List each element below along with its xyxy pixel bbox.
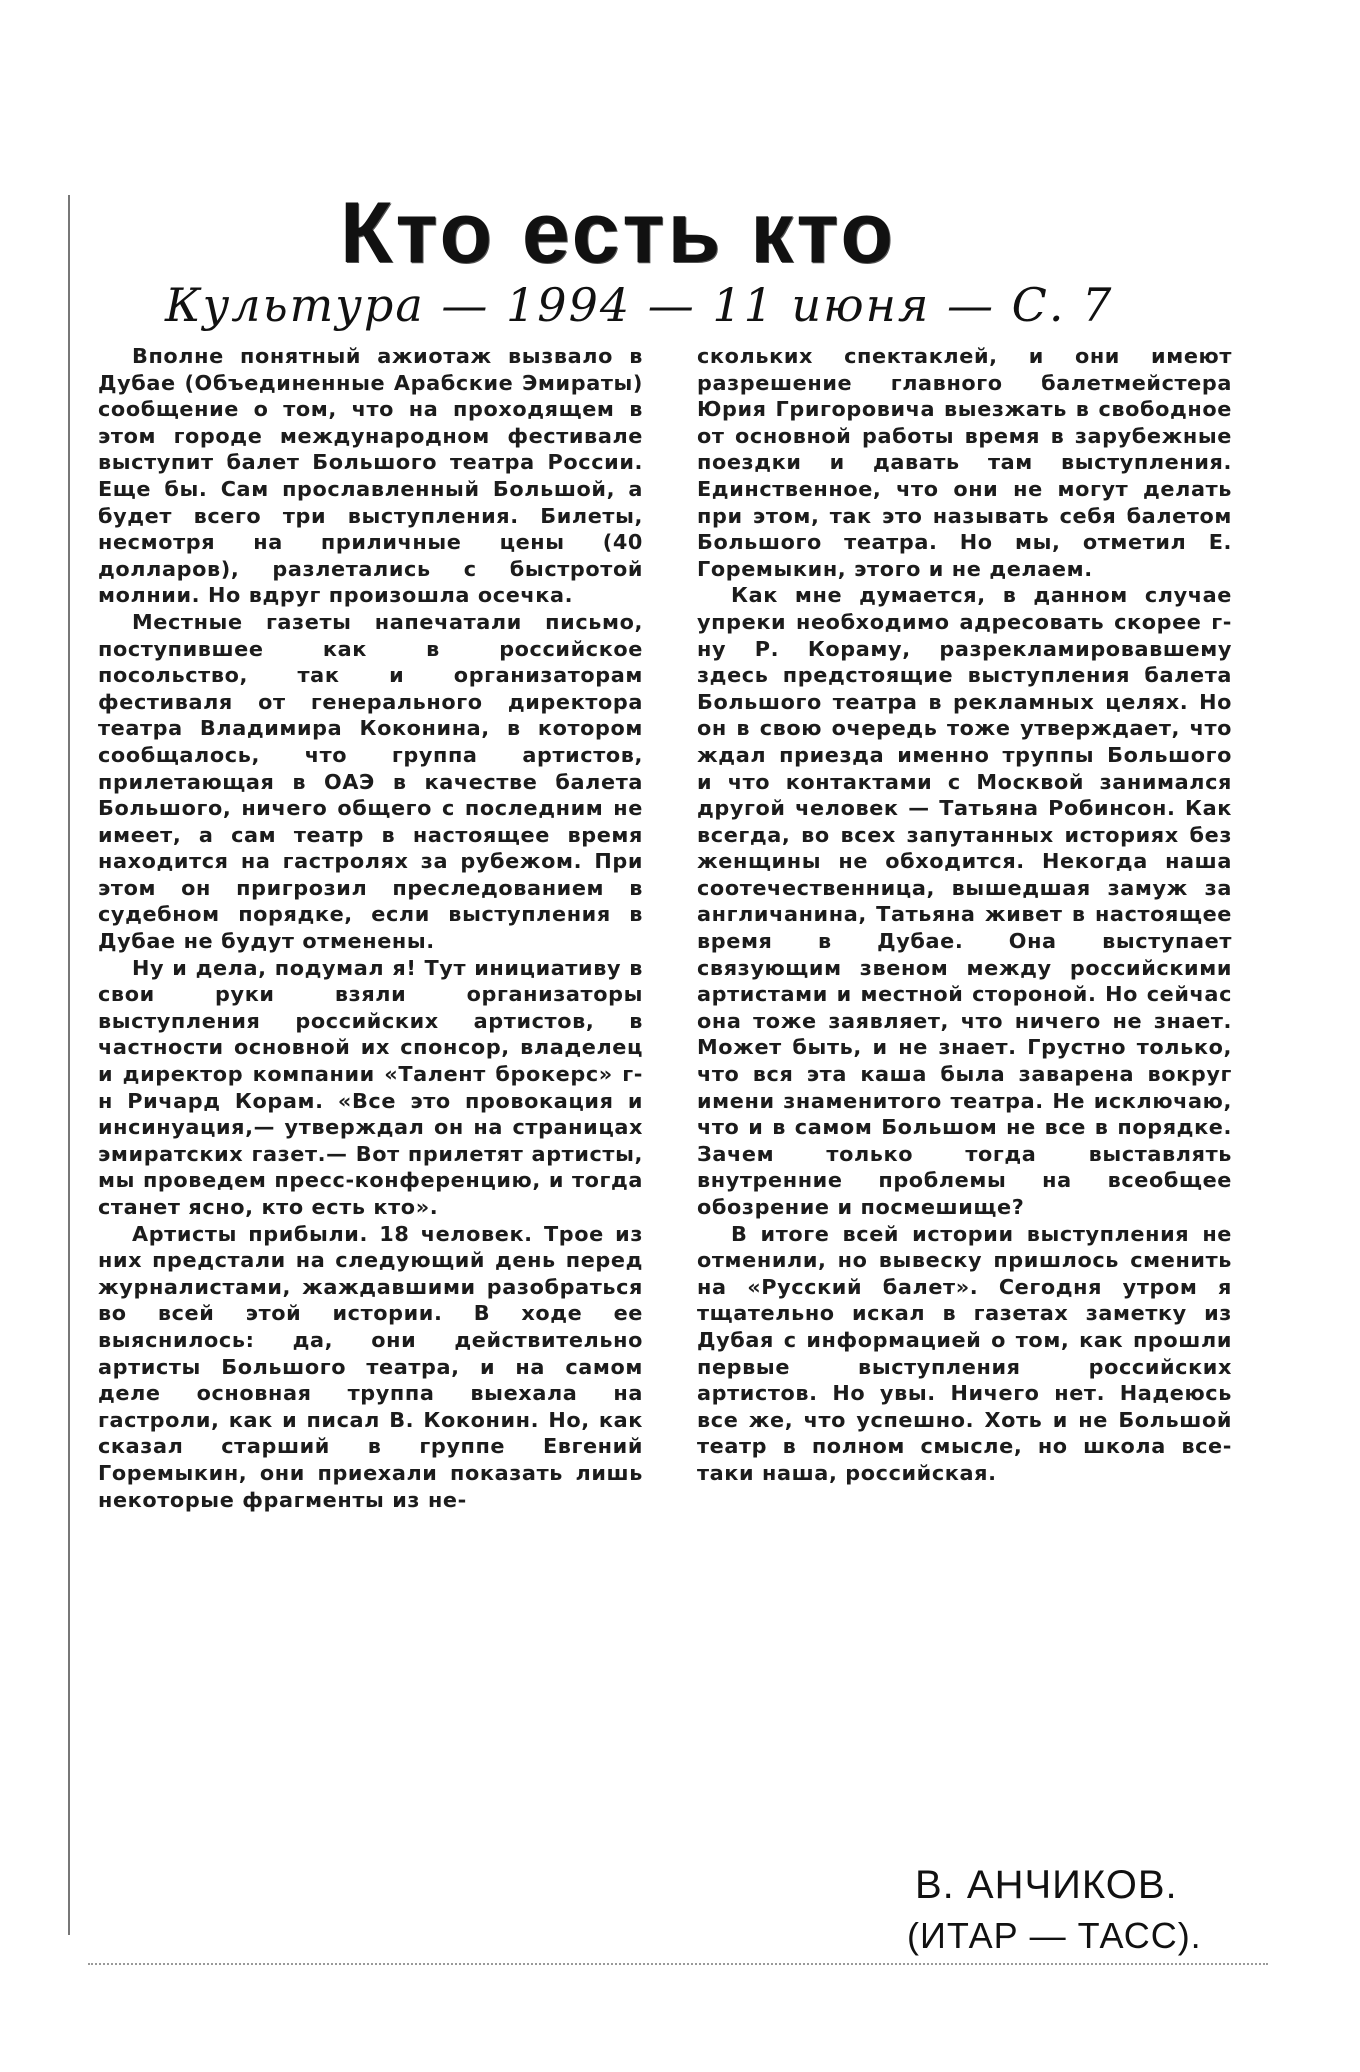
margin-rule — [68, 195, 70, 1935]
paragraph: Ну и дела, подумал я! Тут инициативу в свои руки взяли организаторы выступления российских артистов, в частности основной их спонсор, владелец и директор компании «Талент брокерс» г-н Ричард Корам. «Все это провокация и инсинуация,— утверждал он на страницах эмиратских газет.— Вот прилетят артисты, мы проведем пресс-конференцию, и тогда станет ясно, кто есть кто». — [98, 955, 643, 1219]
news-agency: (ИТАР — ТАСС). — [907, 1915, 1202, 1956]
author-signature: В. АНЧИКОВ. — [915, 1863, 1178, 1907]
paragraph: Вполне понятный ажиотаж вызвало в Дубае (Объединенные Арабские Эмираты) сообщение о том, что на проходящем в этом городе международном фестивале выступит балет Большого театра России. Еще бы. Сам прославленный Большой, а будет всего три выступления. Билеты, несмотря на приличные цены (40 долларов), разлетались с быстротой молнии. Но вдруг произошла осечка. — [98, 344, 643, 608]
right-column — [697, 343, 1232, 1487]
paragraph: Как мне думается, в данном случае упреки необходимо адресовать скорее г-ну Р. Кораму, разрекламировавшему здесь предстоящие выступления балета Большого театра в рекламных целях. Но он в свою очередь тоже утверждает, что ждал приезда именно труппы Большого и что контактами с Москвой занимался другой человек — Татьяна Робинсон. Как всегда, во всех запутанных историях без женщины не обходится. Некогда наша соотечественница, вышедшая замуж за англичанина, Татьяна живет в настоящее время в Дубае. Она выступает связующим звеном между российскими артистами и местной стороной. Но сейчас она тоже заявляет, что ничего не знает. Может быть, и не знает. Грустно только, что вся эта каша была заварена вокруг имени знаменитого театра. Не исключаю, что и в самом Большом не все в порядке. Зачем только тогда выставлять внутренние проблемы на всеобщее обозрение и посмешище? — [697, 583, 1232, 1219]
paragraph: Артисты прибыли. 18 человек. Трое из них предстали на следующий день перед журналистами, жаждавшими разобраться во всей этой истории. В ходе ее выяснилось: да, они действительно артисты Большого театра, и на самом деле основная труппа выехала на гастроли, как и писал В. Коконин. Но, как сказал старший в группе Евгений Горемыкин, они приехали показать лишь некоторые фрагменты из не- — [98, 1221, 643, 1512]
bottom-divider — [88, 1963, 1268, 1965]
handwritten-source-note: Культура — 1994 — 11 июня — С. 7 — [165, 278, 1114, 332]
paragraph: В итоге всей истории выступления не отменили, но вывеску пришлось сменить на «Русский балет». Сегодня утром я тщательно искал в газетах заметку из Дубая с информацией о том, как прошли первые выступления российских артистов. Но увы. Ничего нет. Надеюсь все же, что успешно. Хоть и не Большой театр в полном смысле, но школа все-таки наша, российская. — [697, 1221, 1232, 1485]
headline: Кто есть кто — [340, 185, 896, 281]
paragraph: Местные газеты напечатали письмо, поступившее как в российское посольство, так и организаторам фестиваля от генерального директора театра Владимира Коконина, в котором сообщалось, что группа артистов, прилетающая в ОАЭ в качестве балета Большого, ничего общего с последним не имеет, а сам театр в настоящее время находится на гастролях за рубежом. При этом он пригрозил преследованием в судебном порядке, если выступления в Дубае не будут отменены. — [98, 609, 643, 954]
paragraph: скольких спектаклей, и они имеют разрешение главного балетмейстера Юрия Григоровича выезжать в свободное от основной работы время в зарубежные поездки и давать там выступления. Единственное, что они не могут делать при этом, так это называть себя балетом Большого театра. Но мы, отметил Е. Горемыкин, этого и не делаем. — [697, 344, 1232, 581]
left-column — [98, 343, 643, 1513]
